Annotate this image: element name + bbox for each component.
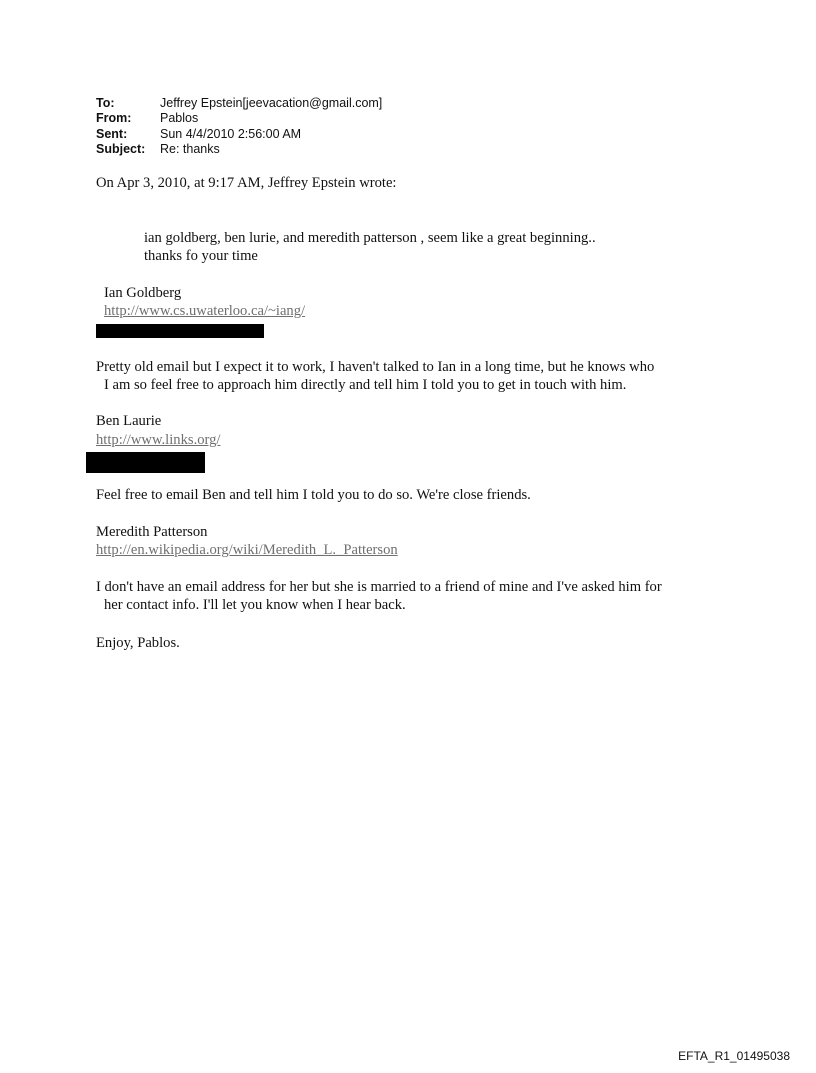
meredith-name: Meredith Patterson bbox=[96, 524, 208, 540]
redaction-box-ben bbox=[86, 452, 205, 473]
to-label: To: bbox=[96, 96, 115, 110]
quote-intro: On Apr 3, 2010, at 9:17 AM, Jeffrey Epstein wrote: bbox=[96, 175, 397, 191]
ben-url-link[interactable]: http://www.links.org/ bbox=[96, 432, 221, 448]
para1-line-2: I am so feel free to approach him directly and tell him I told you to get in touch with him. bbox=[104, 377, 627, 393]
subject-label: Subject: bbox=[96, 141, 146, 156]
quoted-line-2: thanks fo your time bbox=[144, 248, 258, 264]
signoff: Enjoy, Pablos. bbox=[96, 635, 180, 651]
header-from-row bbox=[96, 111, 382, 126]
header-subject-row bbox=[96, 142, 382, 157]
subject-value: Re: thanks bbox=[160, 141, 220, 156]
header-to-row bbox=[96, 96, 382, 111]
ben-name: Ben Laurie bbox=[96, 413, 162, 429]
quoted-line-1: ian goldberg, ben lurie, and meredith patterson , seem like a great beginning.. bbox=[144, 230, 596, 246]
email-header bbox=[96, 96, 382, 157]
para3-line-2: her contact info. I'll let you know when I hear back. bbox=[104, 597, 406, 613]
para1-line-1: Pretty old email but I expect it to work, I haven't talked to Ian in a long time, but he knows who bbox=[96, 359, 655, 375]
ian-url-link[interactable]: http://www.cs.uwaterloo.ca/~iang/ bbox=[104, 303, 306, 319]
para2: Feel free to email Ben and tell him I told you to do so. We're close friends. bbox=[96, 487, 531, 503]
para3-line-1: I don't have an email address for her but she is married to a friend of mine and I've asked him for bbox=[96, 579, 662, 595]
header-sent-row bbox=[96, 127, 382, 142]
document-id: EFTA_R1_01495038 bbox=[678, 1049, 790, 1063]
to-value: Jeffrey Epstein[jeevacation@gmail.com] bbox=[160, 96, 383, 110]
from-value: Pablos bbox=[160, 111, 199, 126]
sent-label: Sent: bbox=[96, 126, 128, 141]
sent-value: Sun 4/4/2010 2:56:00 AM bbox=[160, 126, 302, 141]
from-label: From: bbox=[96, 111, 132, 126]
ian-name: Ian Goldberg bbox=[104, 285, 182, 301]
redaction-box-ian bbox=[96, 324, 264, 338]
meredith-url-link[interactable]: http://en.wikipedia.org/wiki/Meredith_L._Patterson bbox=[96, 542, 398, 558]
